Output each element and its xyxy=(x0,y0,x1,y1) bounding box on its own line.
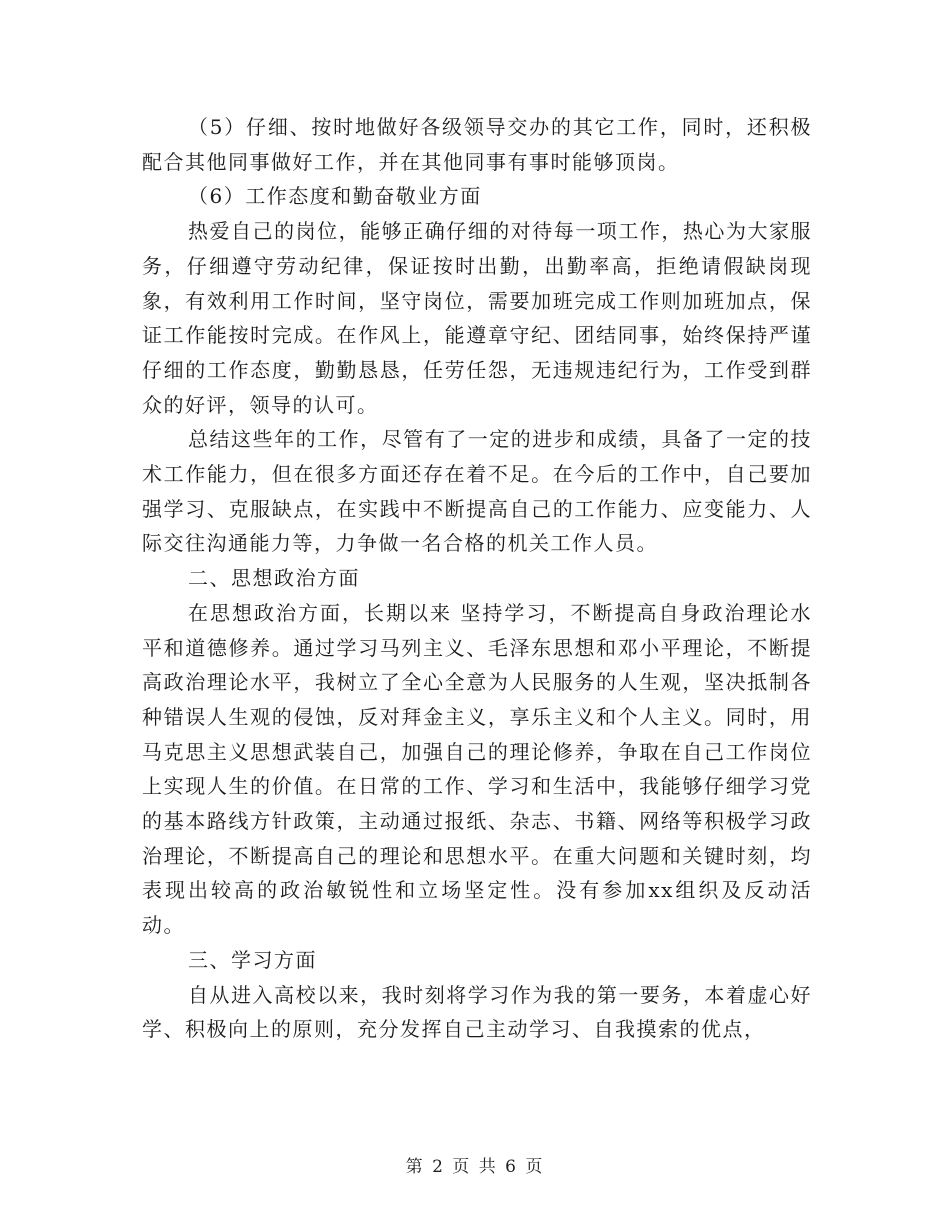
section-heading-work-attitude: （6）工作态度和勤奋敬业方面 xyxy=(188,184,482,209)
page-footer: 第 2 页 共 6 页 xyxy=(405,1157,545,1177)
section-heading-political: 二、思想政治方面 xyxy=(188,566,360,591)
paragraph-work-attitude: 热爱自己的岗位，能够正确仔细的对待每一项工作，热心为大家服务，仔细遵守劳动纪律，保证按时出勤，出勤率高，拒绝请假缺岗现象，有效利用工作时间，坚守岗位，需要加班完成工作则加班加点，保证工作能按时完成。在作风上，能遵章守纪、团结同事，始终保持严谨仔细的工作态度，勤勤恳恳，任劳任怨，无违规违纪行为，工作受到群众的好评，领导的认可。 xyxy=(142,219,812,417)
paragraph-summary: 总结这些年的工作，尽管有了一定的进步和成绩，具备了一定的技术工作能力，但在很多方面还存在着不足。在今后的工作中，自己要加强学习、克服缺点，在实践中不断提高自己的工作能力、应变能力、人际交往沟通能力等，力争做一名合格的机关工作人员。 xyxy=(142,427,812,556)
paragraph-study: 自从进入高校以来，我时刻将学习作为我的第一要务，本着虚心好学、积极向上的原则，充分发挥自己主动学习、自我摸索的优点， xyxy=(142,982,812,1042)
document-body xyxy=(142,110,812,1047)
section-heading-study: 三、学习方面 xyxy=(188,947,317,972)
paragraph-item-5: （5）仔细、按时地做好各级领导交办的其它工作，同时，还积极配合其他同事做好工作，并在其他同事有事时能够顶岗。 xyxy=(142,115,812,174)
paragraph-political: 在思想政治方面，长期以来 坚持学习，不断提高自身政治理论水平和道德修养。通过学习马列主义、毛泽东思想和邓小平理论，不断提高政治理论水平，我树立了全心全意为人民服务的人生观，坚决抵制各种错误人生观的侵蚀，反对拜金主义，享乐主义和个人主义。同时，用马克思主义思想武装自己，加强自己的理论修养，争取在自己工作岗位上实现人生的价值。在日常的工作、学习和生活中，我能够仔细学习党的基本路线方针政策，主动通过报纸、杂志、书籍、网络等积极学习政治理论，不断提高自己的理论和思想水平。在重大问题和关键时刻，均表现出较高的政治敏锐性和立场坚定性。没有参加xx组织及反动活动。 xyxy=(142,600,812,938)
